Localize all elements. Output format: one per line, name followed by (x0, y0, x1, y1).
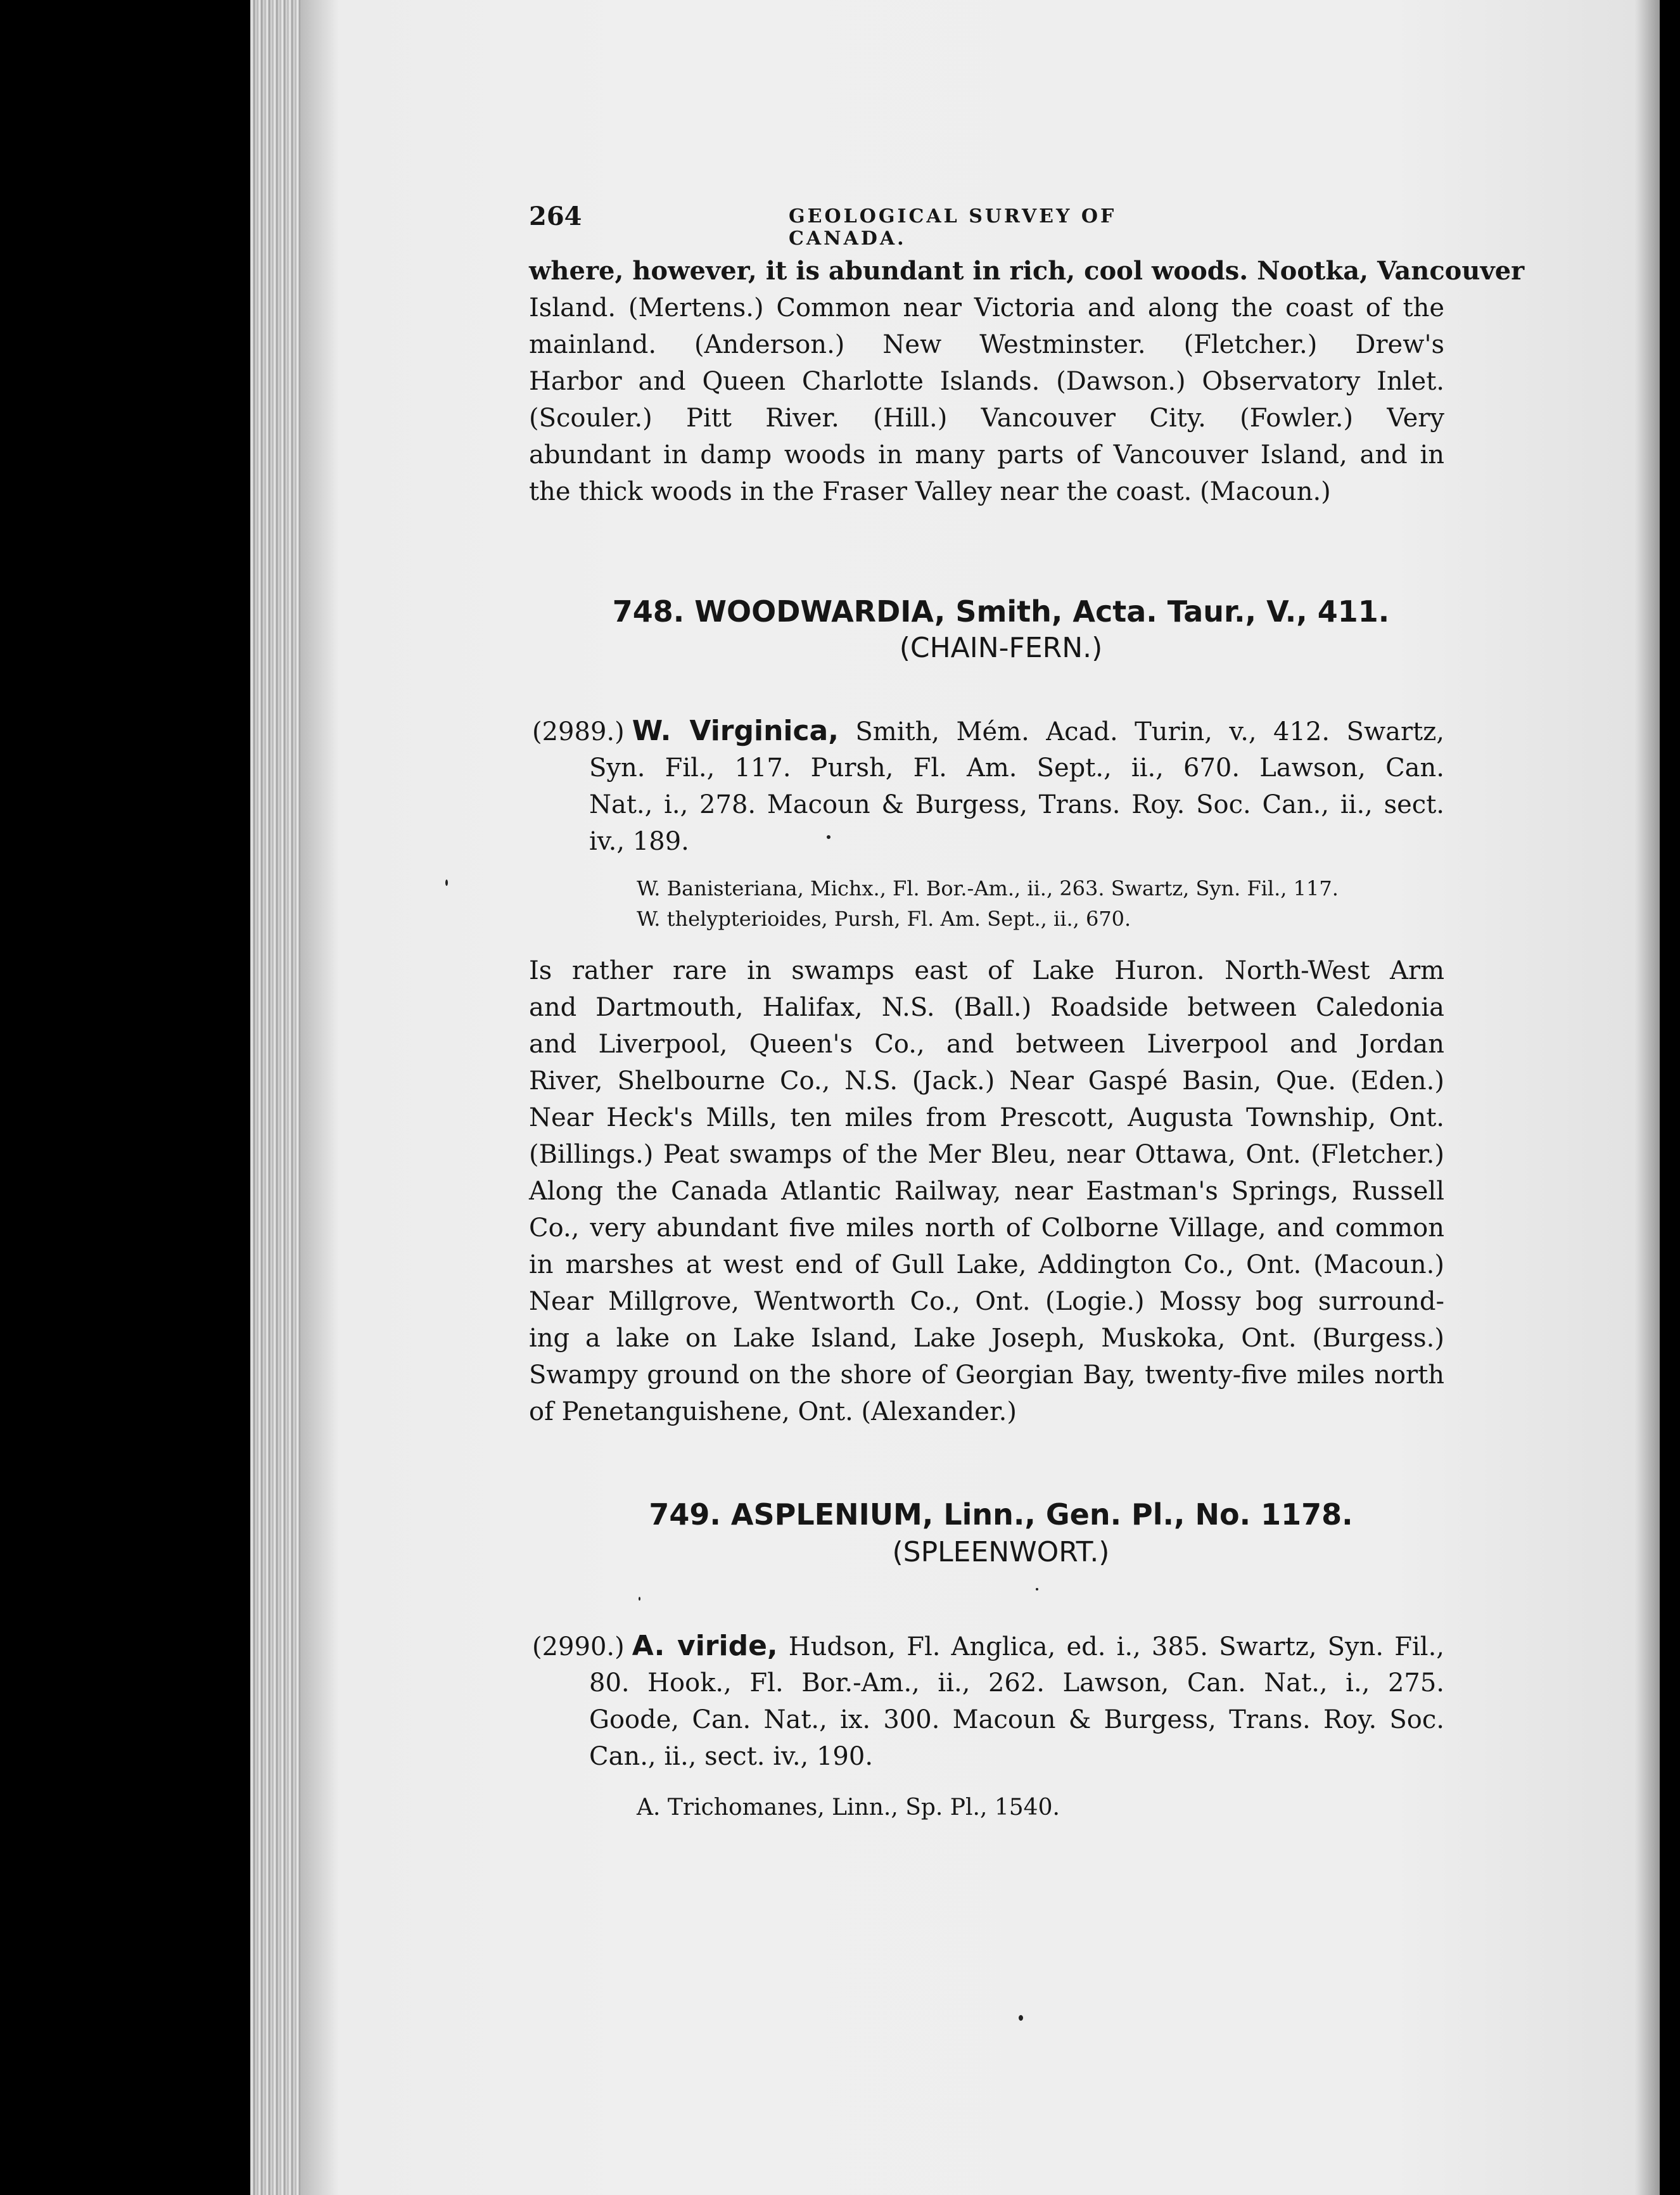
intro-line: Island. (Mertens.) Common near Victoria and along the coast of the (529, 293, 1444, 323)
species-citation-line: 80. Hook., Fl. Bor.-Am., ii., 262. Lawson, Can. Nat., i., 275. (589, 1668, 1444, 1698)
synonym-line: W. Banisteriana, Michx., Fl. Bor.-Am., ii., 263. Swartz, Syn. Fil., 117. (637, 876, 1339, 900)
intro-line: (Scouler.) Pitt River. (Hill.) Vancouver City. (Fowler.) Very (529, 404, 1444, 433)
species-text-line: (Billings.) Peat swamps of the Mer Bleu, near Ottawa, Ont. (Fletcher.) (529, 1140, 1444, 1169)
species-citation: Smith, Mém. Acad. Turin, v., 412. Swartz, (855, 717, 1445, 746)
species-entry-first-line (532, 1629, 1444, 1664)
scan-speck (1036, 1588, 1038, 1590)
page-number: 264 (529, 202, 582, 231)
species-text-line: Near Heck's Mills, ten miles from Prescott, Augusta Township, Ont. (529, 1103, 1444, 1132)
synonym-line: A. Trichomanes, Linn., Sp. Pl., 1540. (637, 1795, 1060, 1821)
intro-line: where, however, it is abundant in rich, cool woods. Nootka, Vancouver (529, 256, 1525, 286)
species-name: W. Virginica, (632, 715, 839, 747)
genus-common-name: (CHAIN-FERN.) (899, 632, 1103, 664)
scan-speck (639, 1597, 640, 1601)
species-text-line: in marshes at west end of Gull Lake, Addington Co., Ont. (Macoun.) (529, 1250, 1444, 1279)
species-text-line: Swampy ground on the shore of Georgian Bay, twenty-five miles north (529, 1360, 1444, 1390)
genus-heading: 749. ASPLENIUM, Linn., Gen. Pl., No. 1178. (649, 1497, 1353, 1532)
species-text-line: Near Millgrove, Wentworth Co., Ont. (Logie.) Mossy bog surround- (529, 1287, 1444, 1316)
genus-common-name: (SPLEENWORT.) (892, 1536, 1110, 1568)
synonym-line: W. thelypterioides, Pursh, Fl. Am. Sept., ii., 670. (637, 907, 1131, 931)
species-citation-line: iv., 189. (589, 827, 689, 856)
species-text-line: and Dartmouth, Halifax, N.S. (Ball.) Roadside between Caledonia (529, 993, 1444, 1022)
species-citation-line: Syn. Fil., 117. Pursh, Fl. Am. Sept., ii., 670. Lawson, Can. (589, 753, 1444, 783)
species-text-line: Is rather rare in swamps east of Lake Huron. North-West Arm (529, 956, 1444, 985)
species-text-line: ing a lake on Lake Island, Lake Joseph, Muskoka, Ont. (Burgess.) (529, 1324, 1444, 1353)
species-citation: Hudson, Fl. Anglica, ed. i., 385. Swartz, Syn. Fil., (788, 1632, 1445, 1661)
species-citation-line: Can., ii., sect. iv., 190. (589, 1742, 874, 1771)
page-right-edge (1634, 0, 1660, 2195)
binding-shadow (301, 0, 339, 2195)
book-page-edges (250, 0, 301, 2195)
scan-speck (445, 880, 448, 886)
species-citation-line: Nat., i., 278. Macoun & Burgess, Trans. Roy. Soc. Can., ii., sect. (589, 790, 1444, 819)
species-text-line: Co., very abundant five miles north of Colborne Village, and common (529, 1213, 1444, 1243)
species-text-line: and Liverpool, Queen's Co., and between Liverpool and Jordan (529, 1030, 1444, 1059)
intro-line: abundant in damp woods in many parts of Vancouver Island, and in (529, 440, 1444, 470)
genus-heading: 748. WOODWARDIA, Smith, Acta. Taur., V., 411. (612, 594, 1390, 629)
intro-line: mainland. (Anderson.) New Westminster. (Fletcher.) Drew's (529, 330, 1444, 359)
intro-line: the thick woods in the Fraser Valley near the coast. (Macoun.) (529, 477, 1331, 506)
species-text-line: of Penetanguishene, Ont. (Alexander.) (529, 1397, 1017, 1426)
species-number: (2990.) (532, 1632, 625, 1661)
scan-speck (827, 835, 830, 839)
species-citation-line: Goode, Can. Nat., ix. 300. Macoun & Burgess, Trans. Roy. Soc. (589, 1705, 1444, 1734)
species-name: A. viride, (632, 1630, 778, 1662)
intro-line: Harbor and Queen Charlotte Islands. (Dawson.) Observatory Inlet. (529, 367, 1444, 396)
species-text-line: Along the Canada Atlantic Railway, near Eastman's Springs, Russell (529, 1177, 1444, 1206)
scan-speck (1019, 2015, 1023, 2021)
running-head (529, 202, 1226, 250)
species-entry-first-line (532, 714, 1444, 749)
journal-title: GEOLOGICAL SURVEY OF CANADA. (789, 205, 1117, 250)
species-number: (2989.) (532, 717, 625, 746)
species-text-line: River, Shelbourne Co., N.S. (Jack.) Near Gaspé Basin, Que. (Eden.) (529, 1066, 1444, 1096)
